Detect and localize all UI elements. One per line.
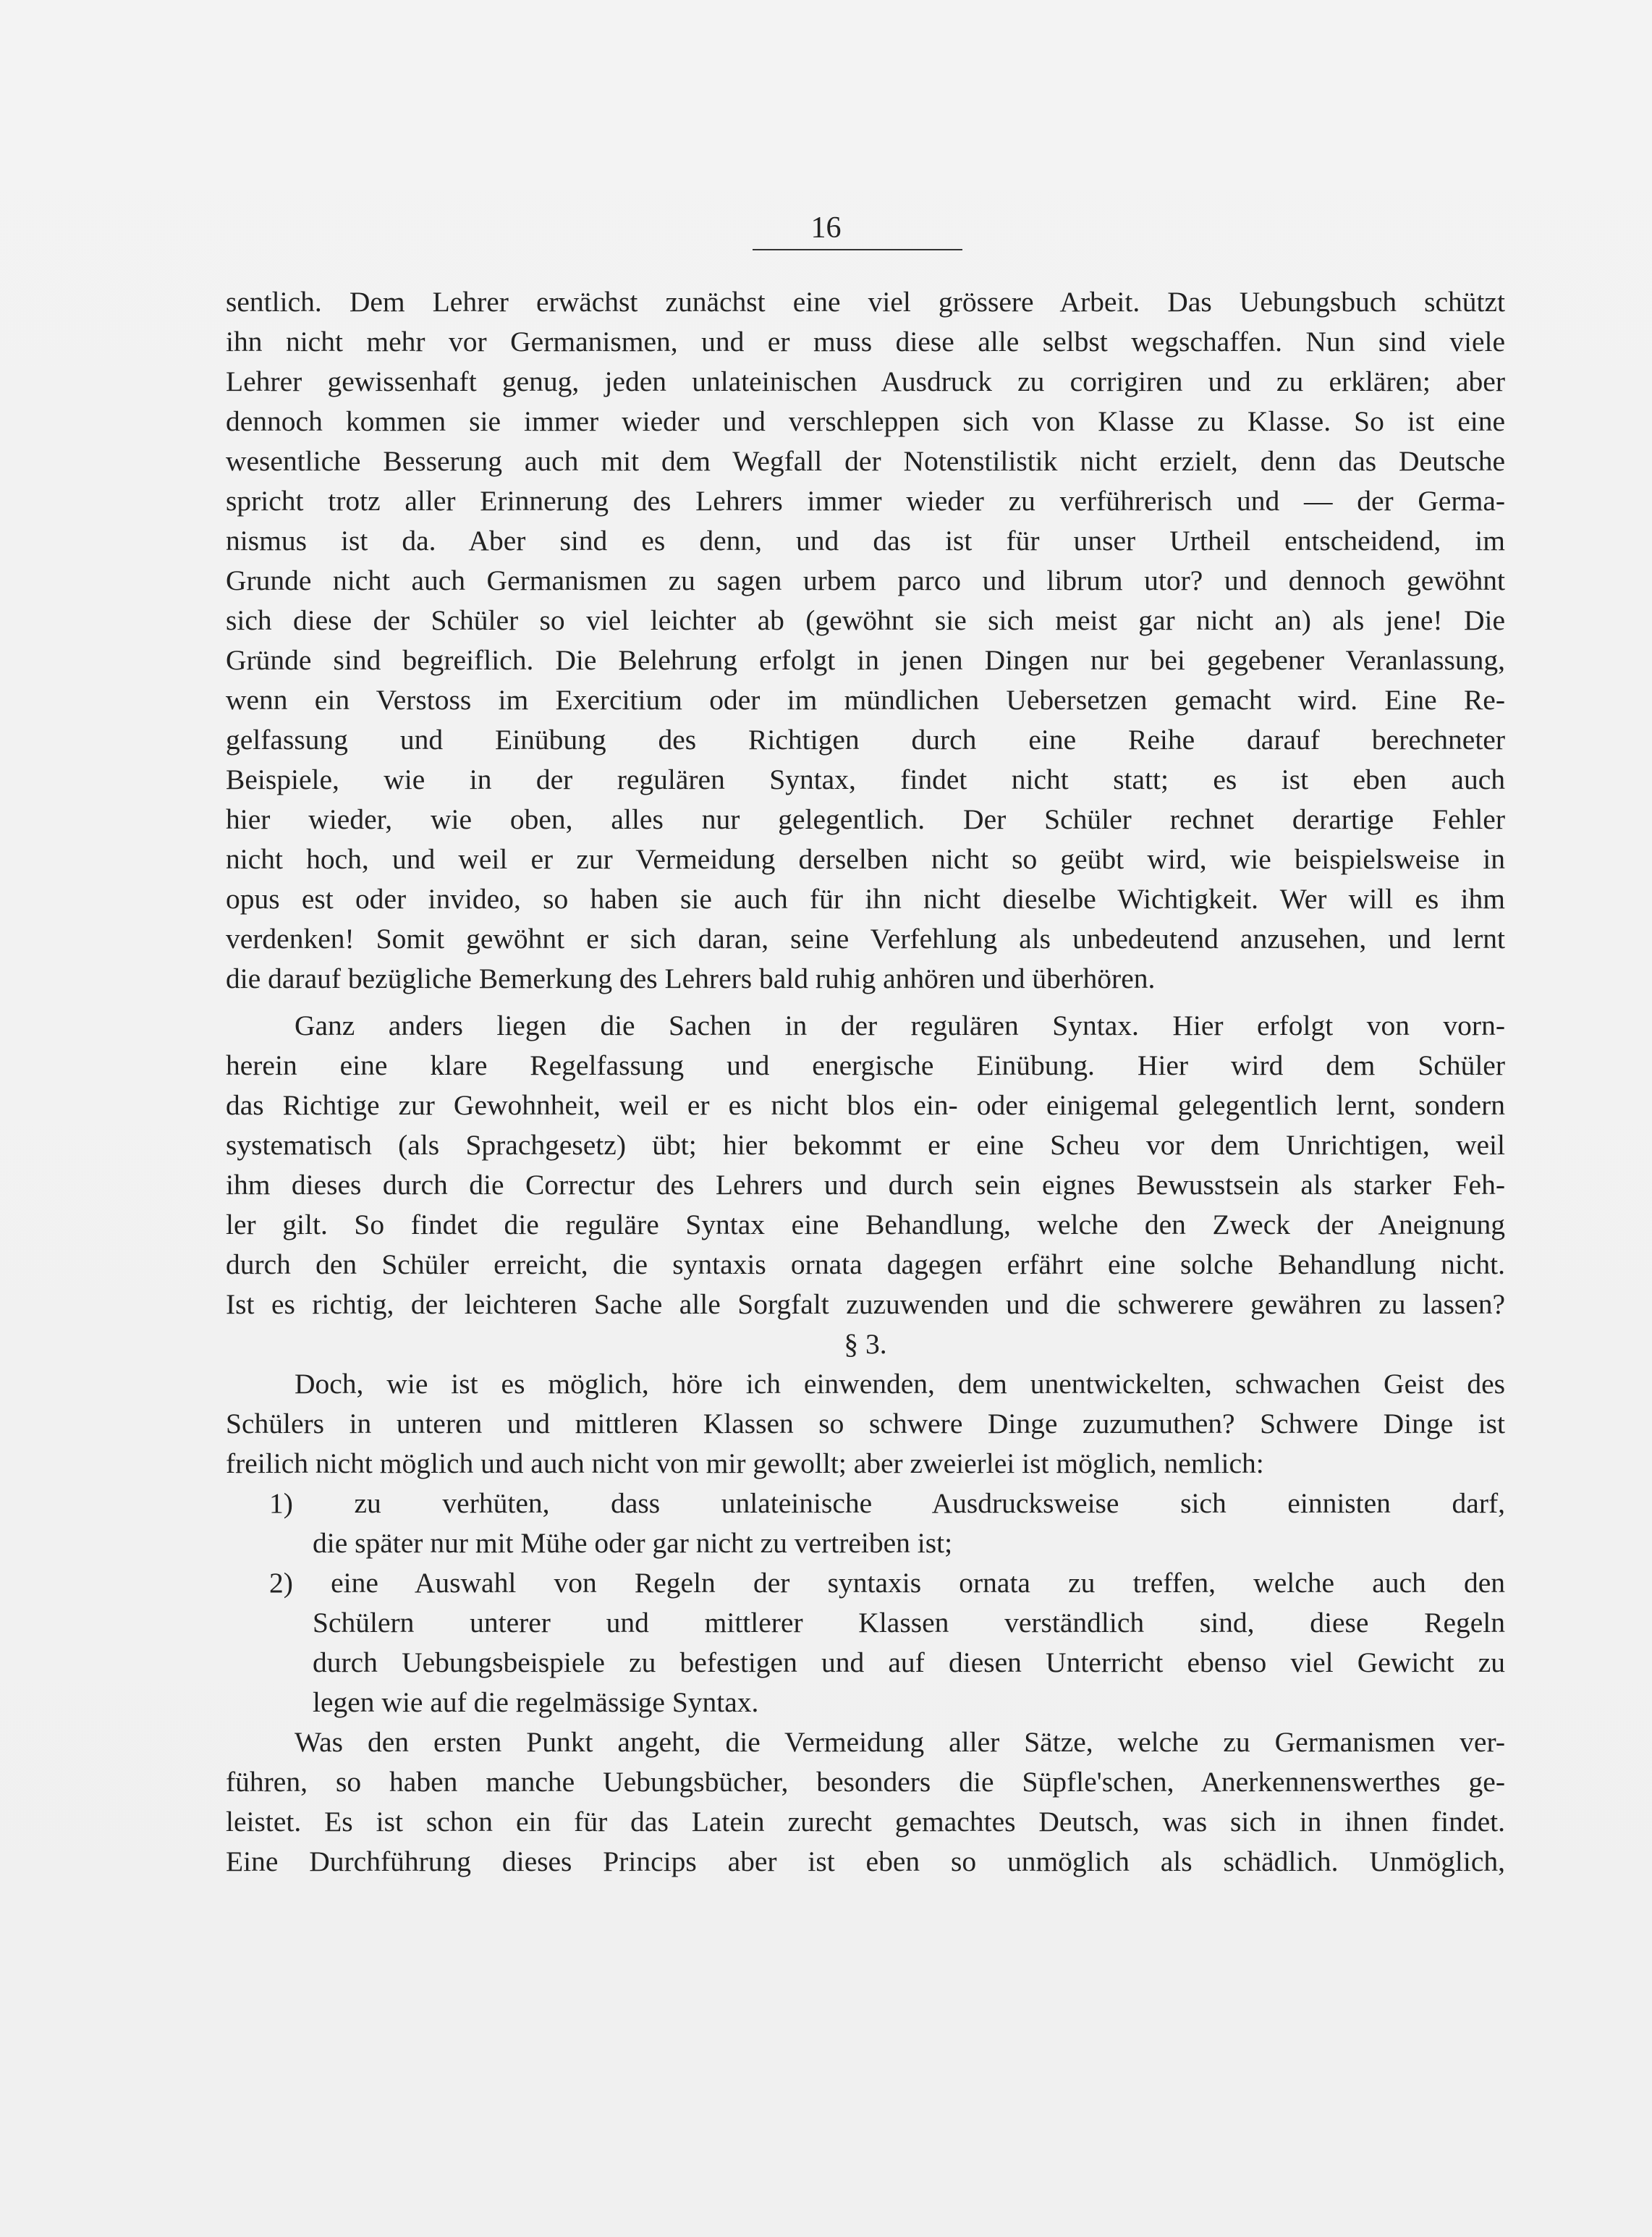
text-line: spricht trotz aller Erinnerung des Lehrers immer wieder zu verführerisch und — der Germa- [226,485,1505,517]
list-item-continuation: Schülern unterer und mittlerer Klassen verständlich sind, diese Regeln [313,1607,1505,1638]
text-line: dennoch kommen sie immer wieder und verschleppen sich von Klasse zu Klasse. So ist eine [226,405,1505,437]
page-number: 16 [810,211,842,245]
text-line: ihn nicht mehr vor Germanismen, und er muss diese alle selbst wegschaffen. Nun sind viele [226,326,1505,358]
text-line: Schülers in unteren und mittleren Klassen so schwere Dinge zuzumuthen? Schwere Dinge ist [226,1408,1505,1439]
text-line: verdenken! Somit gewöhnt er sich daran, seine Verfehlung als unbedeutend anzusehen, und lernt [226,923,1505,955]
text-line: leistet. Es ist schon ein für das Latein zurecht gemachtes Deutsch, was sich in ihnen findet. [226,1806,1505,1838]
text-line: Lehrer gewissenhaft genug, jeden unlateinischen Ausdruck zu corrigiren und zu erklären; aber [226,365,1505,397]
text-line: sentlich. Dem Lehrer erwächst zunächst eine viel grössere Arbeit. Das Uebungsbuch schützt [226,286,1505,318]
text-line: Was den ersten Punkt angeht, die Vermeidung aller Sätze, welche zu Germanismen ver- [295,1726,1505,1758]
text-line: hier wieder, wie oben, alles nur gelegentlich. Der Schüler rechnet derartige Fehler [226,803,1505,835]
text-line: herein eine klare Regelfassung und energische Einübung. Hier wird dem Schüler [226,1049,1505,1081]
header-rule [753,249,962,250]
text-line: wesentliche Besserung auch mit dem Wegfall der Notenstilistik nicht erzielt, denn das Deutsche [226,445,1505,477]
text-line: nicht hoch, und weil er zur Vermeidung derselben nicht so geübt wird, wie beispielsweise in [226,843,1505,875]
text-line: führen, so haben manche Uebungsbücher, besonders die Süpfle'schen, Anerkennenswerthes ge- [226,1766,1505,1798]
text-line: ihm dieses durch die Correctur des Lehrers und durch sein eignes Bewusstsein als starker Feh- [226,1169,1505,1201]
section-heading: § 3. [844,1328,887,1360]
text-line: Grunde nicht auch Germanismen zu sagen urbem parco und librum utor? und dennoch gewöhnt [226,564,1505,596]
body-text [226,282,1505,1882]
text-line: Ganz anders liegen die Sachen in der regulären Syntax. Hier erfolgt von vorn- [295,1010,1505,1041]
list-item-continuation: durch Uebungsbeispiele zu befestigen und auf diesen Unterricht ebenso viel Gewicht zu [313,1646,1505,1678]
text-line: Gründe sind begreiflich. Die Belehrung erfolgt in jenen Dingen nur bei gegebener Veranlassung, [226,644,1505,676]
text-line: wenn ein Verstoss im Exercitium oder im mündlichen Uebersetzen gemacht wird. Eine Re- [226,684,1505,716]
text-line: Eine Durchführung dieses Princips aber ist eben so unmöglich als schädlich. Unmöglich, [226,1845,1505,1877]
text-line: nismus ist da. Aber sind es denn, und das ist für unser Urtheil entscheidend, im [226,525,1505,557]
list-item: 1) zu verhüten, dass unlateinische Ausdrucksweise sich einnisten darf, [269,1487,1505,1519]
text-line: sich diese der Schüler so viel leichter ab (gewöhnt sie sich meist gar nicht an) als jene! Die [226,604,1505,636]
text-line: Doch, wie ist es möglich, höre ich einwenden, dem unentwickelten, schwachen Geist des [295,1368,1505,1400]
list-item: 2) eine Auswahl von Regeln der syntaxis ornata zu treffen, welche auch den [269,1567,1505,1599]
text-line: Ist es richtig, der leichteren Sache alle Sorgfalt zuzuwenden und die schwerere gewähren zu lassen? [226,1288,1505,1320]
text-line: opus est oder invideo, so haben sie auch für ihn nicht dieselbe Wichtigkeit. Wer will es ihm [226,883,1505,915]
text-line: gelfassung und Einübung des Richtigen durch eine Reihe darauf berechneter [226,724,1505,756]
text-line: die darauf bezügliche Bemerkung des Lehrers bald ruhig anhören und überhören. [226,963,1156,994]
text-line: das Richtige zur Gewohnheit, weil er es nicht blos ein- oder einigemal gelegentlich lernt, sondern [226,1089,1505,1121]
list-item-continuation: die später nur mit Mühe oder gar nicht zu vertreiben ist; [313,1527,953,1559]
text-line: systematisch (als Sprachgesetz) übt; hier bekommt er eine Scheu vor dem Unrichtigen, weil [226,1129,1505,1161]
text-line: durch den Schüler erreicht, die syntaxis ornata dagegen erfährt eine solche Behandlung nicht. [226,1248,1505,1280]
text-line: Beispiele, wie in der regulären Syntax, findet nicht statt; es ist eben auch [226,764,1505,795]
text-line: freilich nicht möglich und auch nicht von mir gewollt; aber zweierlei ist möglich, nemlich: [226,1447,1264,1479]
list-item-continuation: legen wie auf die regelmässige Syntax. [313,1686,759,1718]
text-line: ler gilt. So findet die reguläre Syntax eine Behandlung, welche den Zweck der Aneignung [226,1209,1505,1240]
